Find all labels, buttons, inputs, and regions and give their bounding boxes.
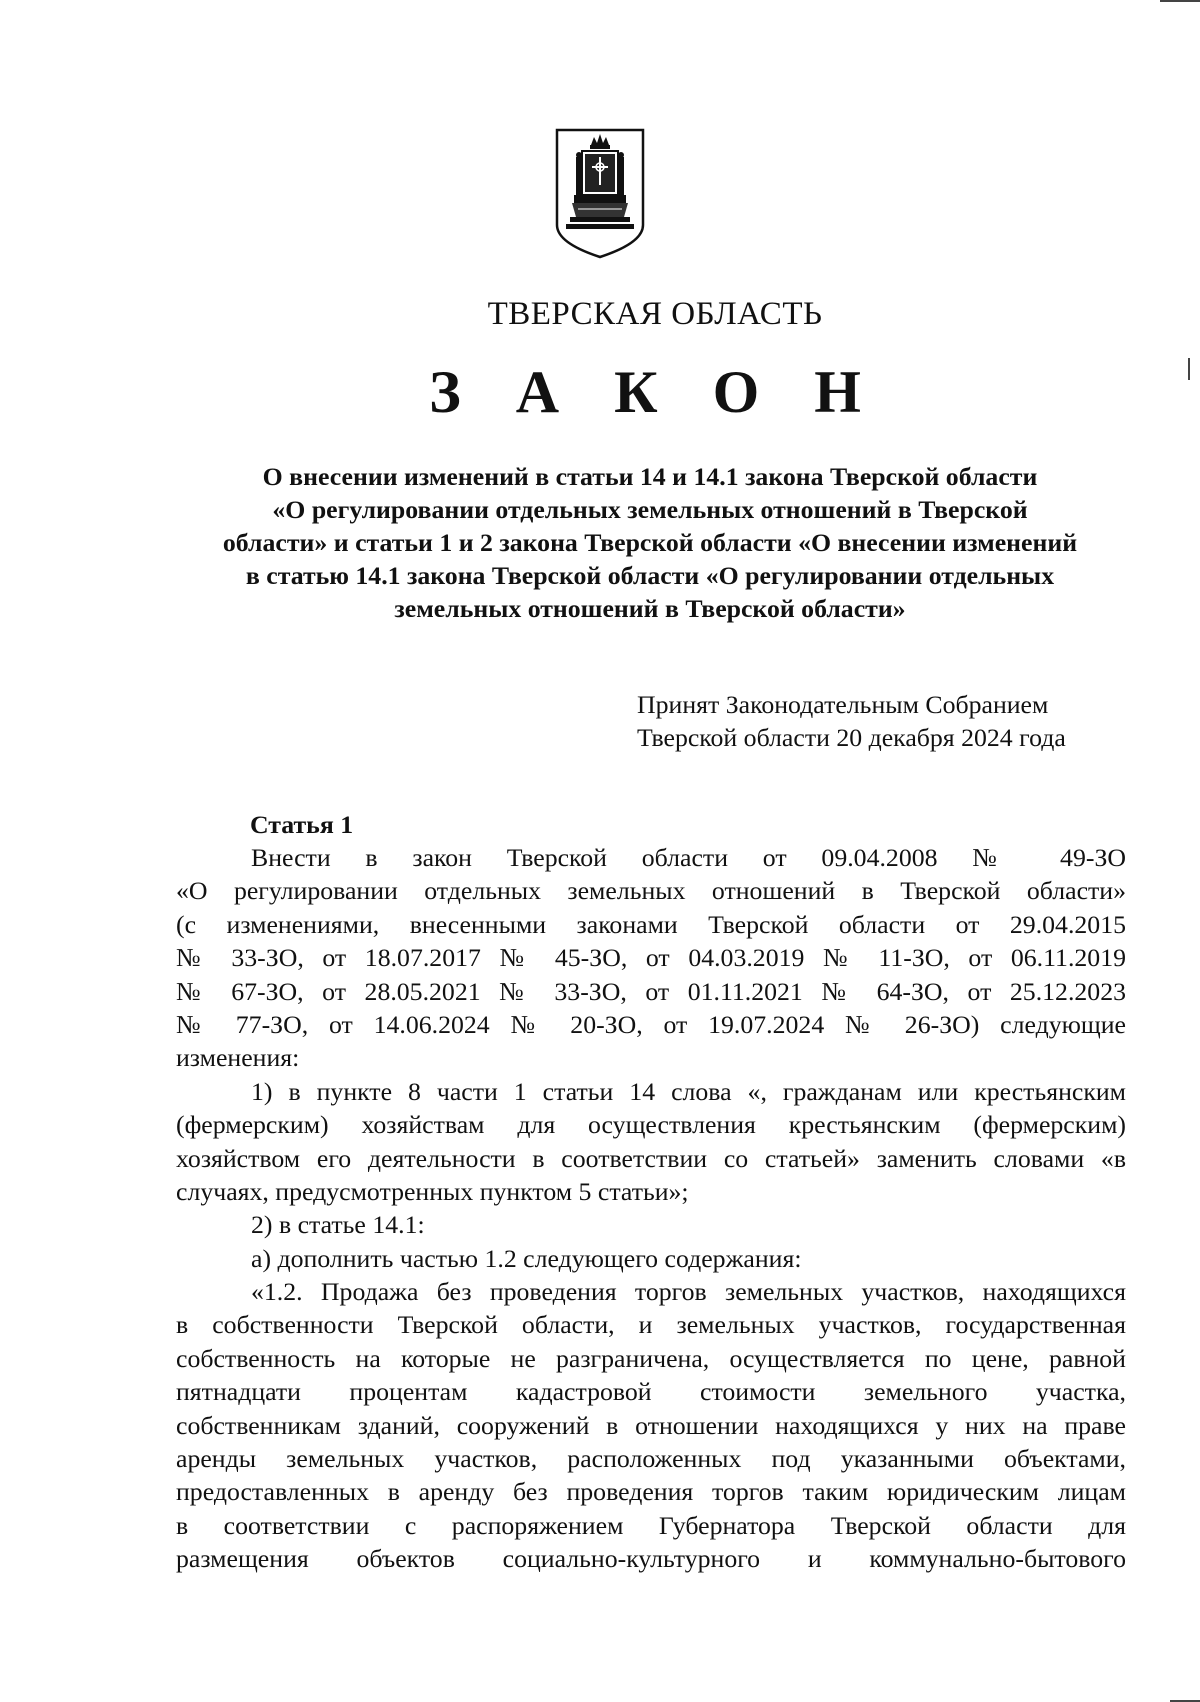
title-line: О внесении изменений в статьи 14 и 14.1 закона Тверской области [262,462,1038,491]
adoption-line: Тверской области 20 декабря 2024 года [637,723,1066,752]
coat-of-arms-emblem [554,127,646,259]
text-line: № 33-ЗО, от 18.07.2017 № 45-ЗО, от 04.03.2019 № 11-ЗО, от 06.11.2019 [176,943,1126,973]
text-line: «О регулировании отдельных земельных отношений в Тверской области» [176,876,1126,906]
text-line: аренды земельных участков, расположенных под указанными объектами, [176,1444,1126,1474]
article-body [176,841,1126,1576]
title-line: области» и статьи 1 и 2 закона Тверской области «О внесении изменений [222,528,1078,557]
text-line: собственникам зданий, сооружений в отношении находящихся у них на праве [176,1410,1126,1440]
article-heading: Статья 1 [250,810,354,839]
document-type: З А К О Н [429,359,881,425]
text-line: «1.2. Продажа без проведения торгов земельных участков, находящихся [251,1277,1126,1307]
text-line: а) дополнить частью 1.2 следующего содержания: [251,1243,802,1273]
adoption-note [637,688,1066,754]
text-line: пятнадцати процентам кадастровой стоимости земельного участка, [176,1377,1126,1407]
text-line: № 67-ЗО, от 28.05.2021 № 33-ЗО, от 01.11.2021 № 64-ЗО, от 25.12.2023 [176,976,1126,1006]
text-line: собственность на которые не разграничена, осуществляется по цене, равной [176,1343,1126,1373]
title-line: в статью 14.1 закона Тверской области «О регулировании отдельных [245,561,1055,590]
text-line: (с изменениями, внесенными законами Тверской области от 29.04.2015 [176,909,1126,939]
text-line: случаях, предусмотренных пунктом 5 статьи»; [176,1176,689,1206]
title-line: «О регулировании отдельных земельных отношений в Тверской [272,495,1028,524]
text-line: размещения объектов социально-культурного и коммунально-бытового [176,1544,1126,1574]
text-line: 1) в пункте 8 части 1 статьи 14 слова «, гражданам или крестьянским [251,1076,1126,1106]
region-name: ТВЕРСКАЯ ОБЛАСТЬ [487,296,823,332]
document-title [170,460,1130,625]
text-line: № 77-ЗО, от 14.06.2024 № 20-ЗО, от 19.07.2024 № 26-ЗО) следующие [176,1009,1126,1039]
text-line: в соответствии с распоряжением Губернатора Тверской области для [176,1510,1126,1540]
text-line: хозяйством его деятельности в соответствии со статьей» заменить словами «в [176,1143,1126,1173]
text-line: предоставленных в аренду без проведения торгов таким юридическим лицам [176,1477,1126,1507]
text-line: 2) в статье 14.1: [251,1210,425,1240]
scan-edge-mark [1188,358,1190,380]
adoption-line: Принят Законодательным Собранием [637,690,1049,719]
title-line: земельных отношений в Тверской области» [394,594,906,623]
text-line: изменения: [176,1043,300,1073]
text-line: Внести в закон Тверской области от 09.04.2008 № 49-ЗО [251,843,1126,872]
scan-edge-mark [1160,0,1200,2]
text-line: в собственности Тверской области, и земельных участков, государственная [176,1310,1126,1340]
text-line: (фермерским) хозяйствам для осуществления крестьянским (фермерским) [176,1110,1126,1140]
